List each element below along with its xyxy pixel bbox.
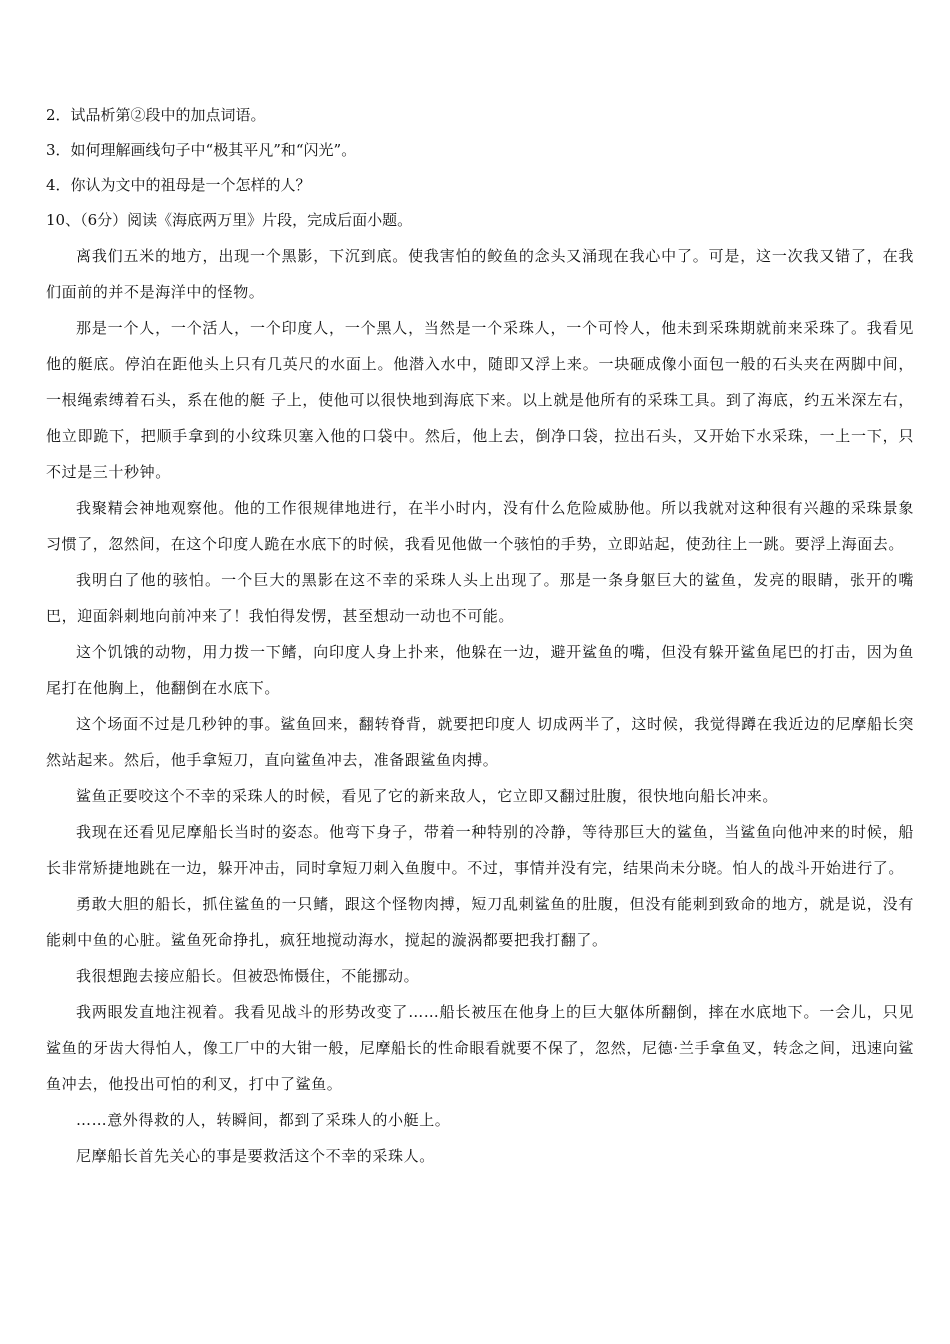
passage-paragraph: 那是一个人，一个活人，一个印度人，一个黑人，当然是一个采珠人，一个可怜人，他未到采珠期就前来采珠了。我看见他的艇底。停泊在距他头上只有几英尺的水面上。他潜入水中，随即又浮上来。一块砸成像小面包一般的石头夹在两脚中间，一根绳索缚着石头，系在他的艇 子上，使他可以很快地到海底下来。以上就是他所有的采珠工具。到了海底，约五米深左右，他立即跪下，把顺手拿到的小纹珠贝塞入他的口袋中。然后，他上去，倒净口袋，拉出石头，又开始下水采珠，一上一下，只不过是三十秒钟。 [46,319,914,481]
question-4: 4．你认为文中的祖母是一个怎样的人？ [46,176,311,194]
passage-paragraph: 我两眼发直地注视着。我看见战斗的形势改变了……船长被压在他身上的巨大躯体所翻倒，摔在水底地下。一会儿，只见鲨鱼的牙齿大得怕人，像工厂中的大钳一般，尼摩船长的性命眼看就要不保了，忽然，尼德·兰手拿鱼叉，转念之间，迅速向鲨鱼冲去，他投出可怕的利叉，打中了鲨鱼。 [46,1003,914,1093]
passage-paragraph: 这个场面不过是几秒钟的事。鲨鱼回来，翻转脊背，就要把印度人 切成两半了，这时候，我觉得蹲在我近边的尼摩船长突然站起来。然后，他手拿短刀，直向鲨鱼冲去，准备跟鲨鱼肉搏。 [46,715,914,769]
passage-paragraph: 离我们五米的地方，出现一个黑影，下沉到底。使我害怕的鲛鱼的念头又涌现在我心中了。可是，这一次我又错了，在我们面前的并不是海洋中的怪物。 [46,247,914,301]
passage-paragraph: 我聚精会神地观察他。他的工作很规律地进行，在半小时内，没有什么危险威胁他。所以我就对这种很有兴趣的采珠景象习惯了，忽然间，在这个印度人跪在水底下的时候，我看见他做一个骇怕的手势，立即站起，使劲往上一跳。要浮上海面去。 [46,499,914,553]
passage-paragraph: 这个饥饿的动物，用力拨一下鳍，向印度人身上扑来，他躲在一边，避开鲨鱼的嘴，但没有躲开鲨鱼尾巴的打击，因为鱼尾打在他胸上，他翻倒在水底下。 [46,643,914,697]
passage-paragraph: 我很想跑去接应船长。但被恐怖慑住，不能挪动。 [76,967,420,985]
passage-paragraph: ……意外得救的人，转瞬间，都到了采珠人的小艇上。 [76,1111,451,1129]
document-page [46,98,914,1174]
passage-paragraph: 鲨鱼正要咬这个不幸的采珠人的时候，看见了它的新来敌人，它立即又翻过肚腹，很快地向船长冲来。 [76,787,779,805]
passage-paragraph: 我明白了他的骇怕。一个巨大的黑影在这不幸的采珠人头上出现了。那是一条身躯巨大的鲨鱼，发亮的眼睛，张开的嘴巴，迎面斜刺地向前冲来了！我怕得发愣，甚至想动一动也不可能。 [46,571,914,625]
passage-paragraph: 尼摩船长首先关心的事是要救活这个不幸的采珠人。 [76,1147,435,1165]
question-2: 2．试品析第②段中的加点词语。 [46,106,266,124]
question-3: 3．如何理解画线句子中“极其平凡”和“闪光”。 [46,141,357,159]
passage-paragraph: 我现在还看见尼摩船长当时的姿态。他弯下身子，带着一种特别的冷静，等待那巨大的鲨鱼，当鲨鱼向他冲来的时候，船长非常矫捷地跳在一边，躲开冲击，同时拿短刀刺入鱼腹中。不过，事情并没有完，结果尚未分晓。怕人的战斗开始进行了。 [46,823,914,877]
question-10-heading: 10、（6分）阅读《海底两万里》片段，完成后面小题。 [46,211,413,229]
passage-paragraph: 勇敢大胆的船长，抓住鲨鱼的一只鳍，跟这个怪物肉搏，短刀乱刺鲨鱼的肚腹，但没有能刺到致命的地方，就是说，没有能刺中鱼的心脏。鲨鱼死命挣扎，疯狂地搅动海水，搅起的漩涡都要把我打翻了。 [46,895,914,949]
